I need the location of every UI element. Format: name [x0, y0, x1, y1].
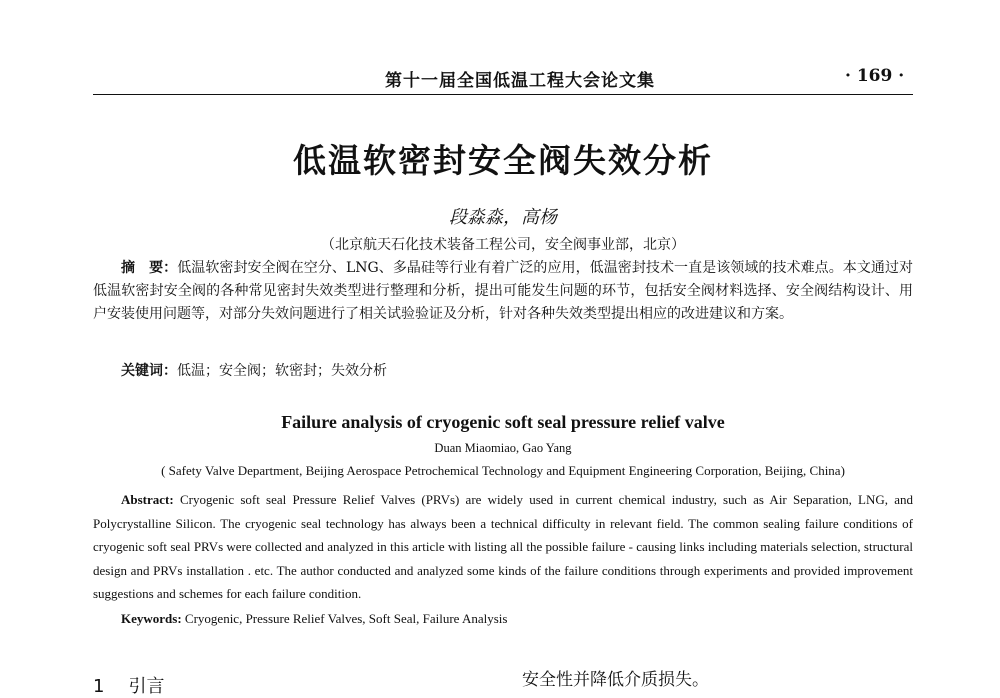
section-title: 引言: [128, 676, 165, 697]
running-head: 第十一届全国低温工程大会论文集: [385, 71, 655, 91]
chinese-abstract: [93, 257, 913, 326]
chinese-keywords-label: 关键词：: [121, 363, 177, 379]
section-heading: [93, 672, 164, 698]
chinese-authors: 段淼淼，高杨: [449, 207, 557, 228]
chinese-affiliation: （北京航天石化技术装备工程公司，安全阀事业部，北京）: [321, 237, 685, 253]
page-number: · 169 ·: [845, 66, 905, 86]
header-rule: [93, 94, 913, 95]
right-column-text: 安全性并降低介质损失。: [522, 670, 709, 690]
english-keywords-text: Cryogenic, Pressure Relief Valves, Soft Seal, Failure Analysis: [184, 611, 508, 626]
chinese-keywords: [121, 360, 387, 380]
english-abstract-label: Abstract:: [121, 492, 174, 507]
english-abstract: [93, 488, 913, 606]
chinese-abstract-text: 低温软密封安全阀在空分、LNG、多晶硅等行业有着广泛的应用，低温密封技术一直是该领域的技术难点。本文通过对低温软密封安全阀的各种常见密封失效类型进行整理和分析，提出可能发生问题的环节，包括安全阀材料选择、安全阀结构设计、用户安装使用问题等，对部分失效问题进行了相关试验验证及分析，针对各种失效类型提出相应的改进建议和方案。: [93, 260, 914, 322]
section-number: 1: [93, 676, 105, 697]
english-authors: Duan Miaomiao, Gao Yang: [434, 441, 572, 455]
english-keywords-label: Keywords:: [121, 611, 182, 626]
chinese-abstract-label: 摘 要：: [121, 260, 178, 276]
english-affiliation: ( Safety Valve Department, Beijing Aerospace Petrochemical Technology and Equipment Engineering Corporation, Beijing, China): [161, 463, 845, 478]
english-keywords: [121, 611, 507, 627]
english-title: Failure analysis of cryogenic soft seal pressure relief valve: [281, 412, 725, 432]
chinese-keywords-text: 低温；安全阀；软密封；失效分析: [177, 363, 387, 379]
english-abstract-text: Cryogenic soft seal Pressure Relief Valves (PRVs) are widely used in current chemical industry, such as Air Separation, LNG, and Polycrystalline Silicon. The cryogenic seal technology has always been a technical difficulty in relevant field. The common sealing failure conditions of cryogenic soft seal PRVs were collected and analyzed in this article with listing all the possible failure - causing links including materials selection, structural design and PRVs installation . etc. The author conducted and analyzed some kinds of the failure conditions through experiments and provided improvement suggestions and schemes for each failure condition.: [93, 492, 914, 601]
chinese-title: 低温软密封安全阀失效分析: [293, 141, 713, 180]
